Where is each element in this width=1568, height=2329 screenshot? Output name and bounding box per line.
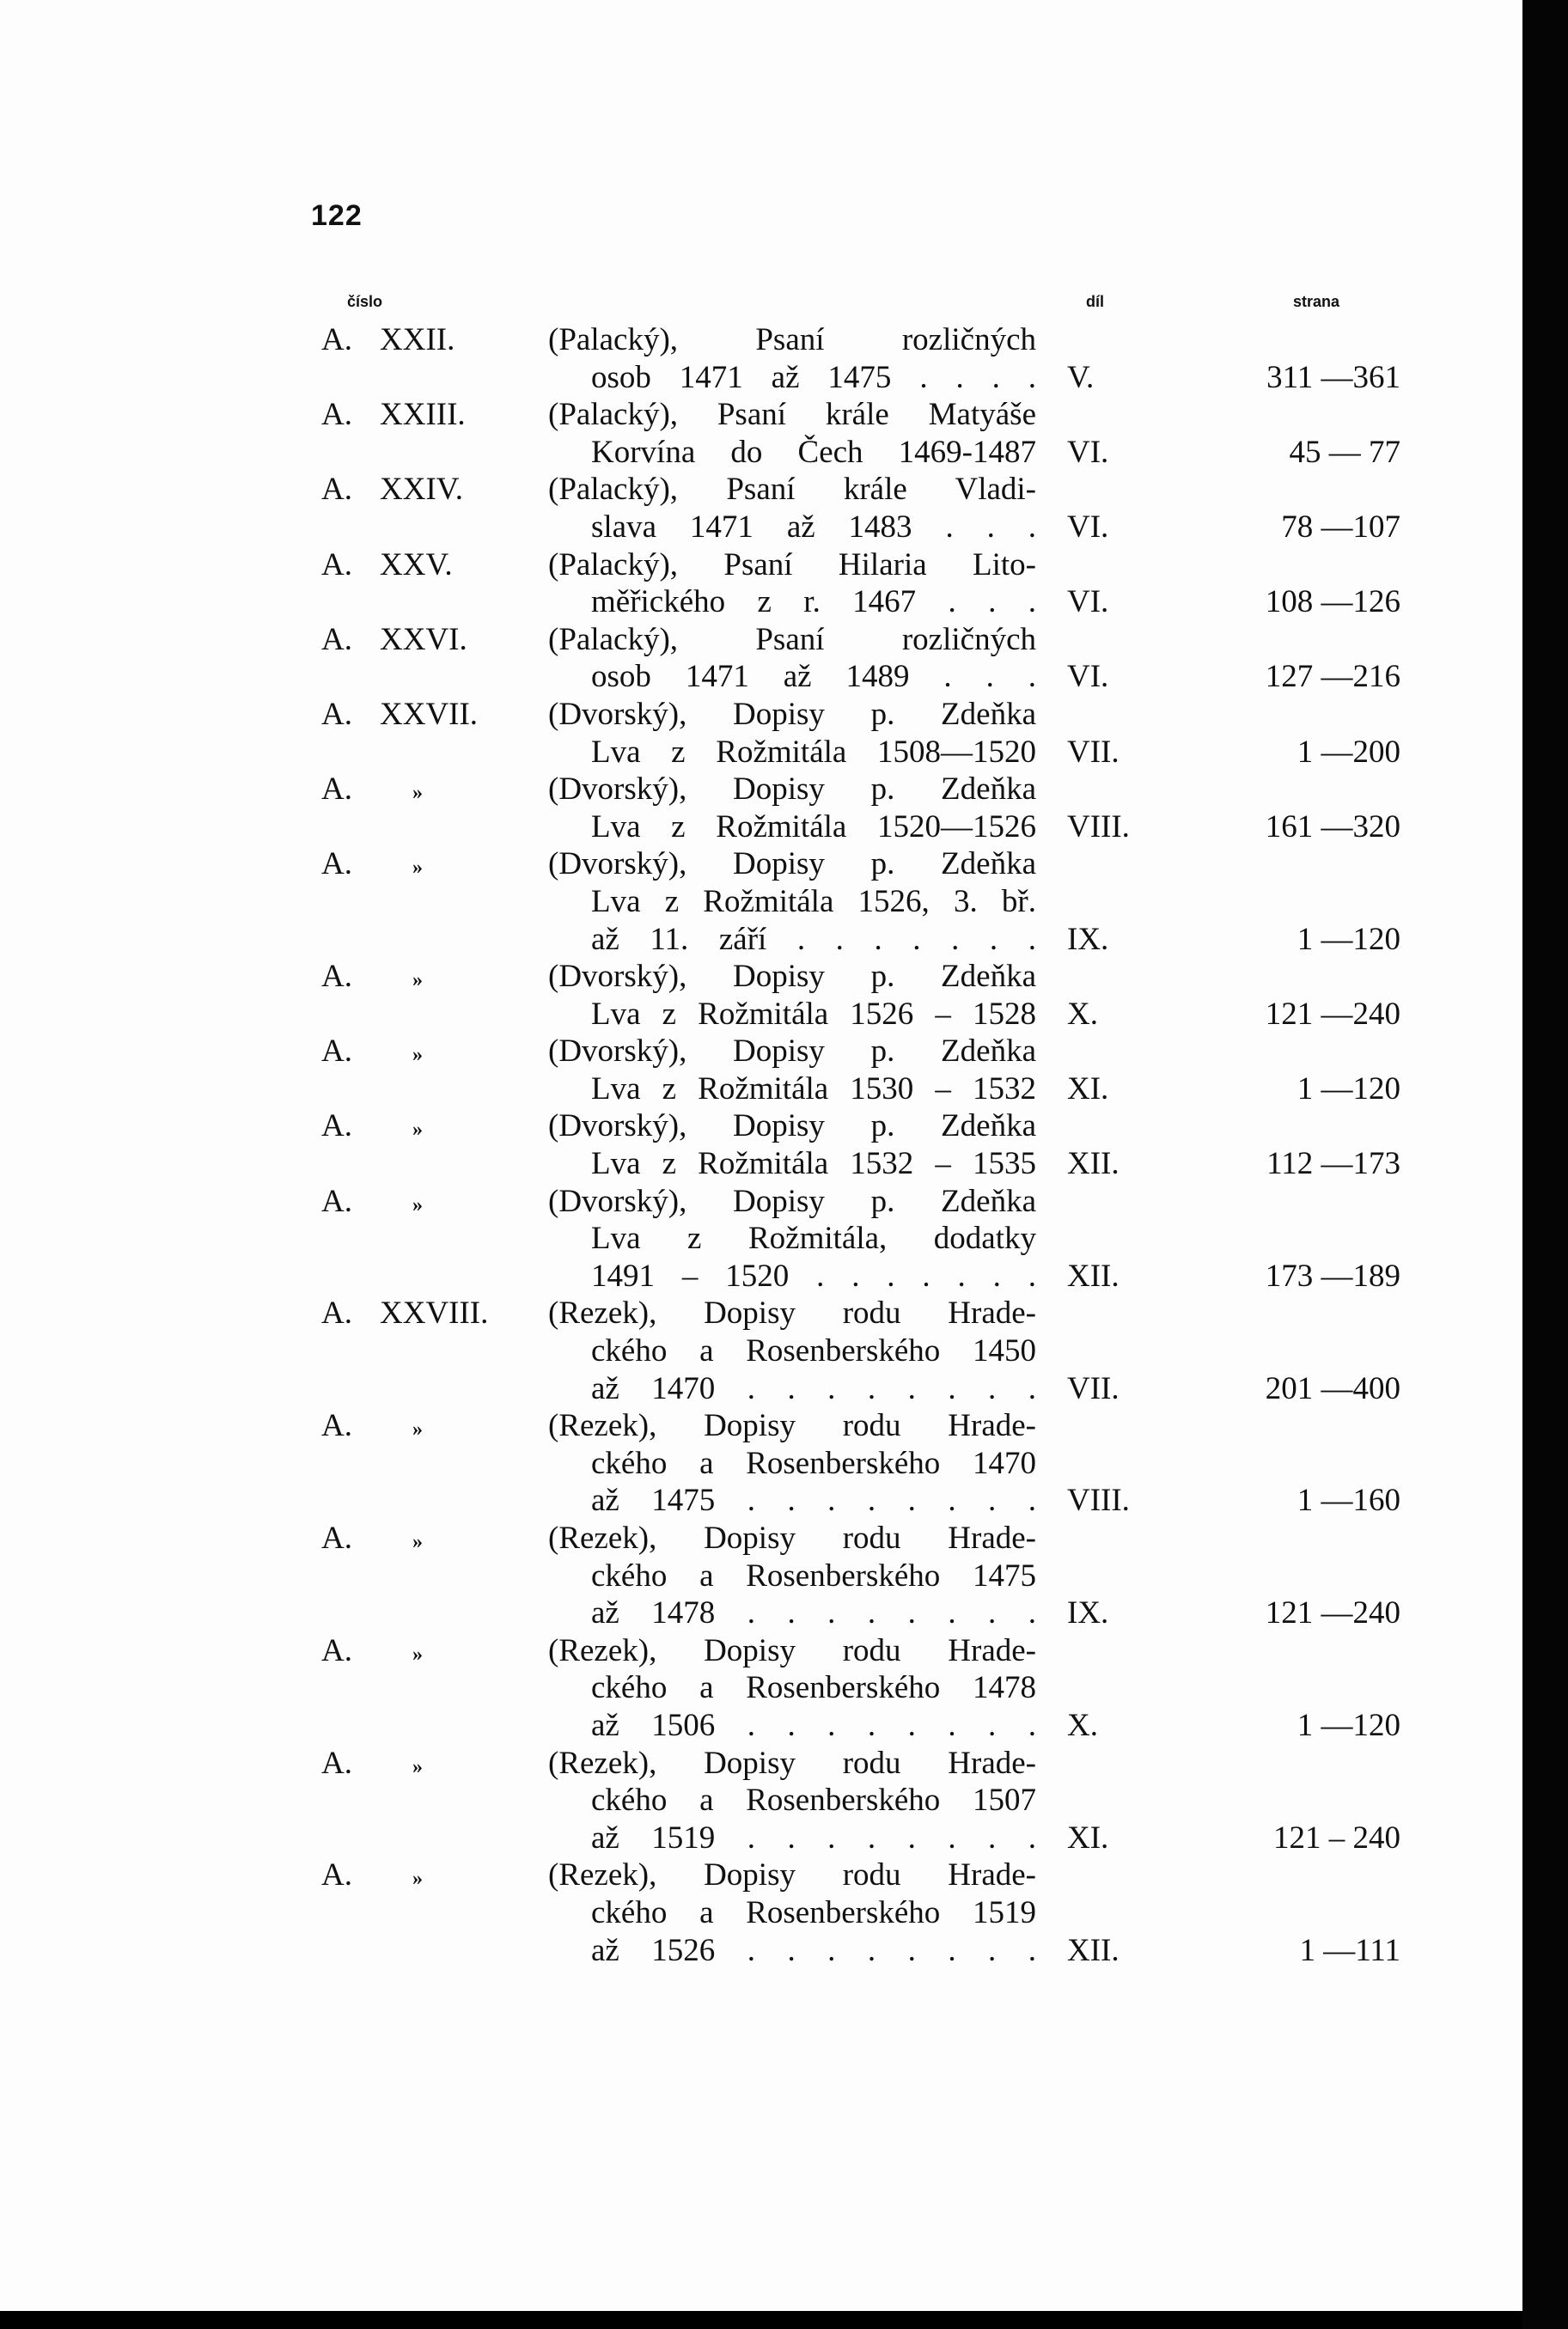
entry-pages: 1 —120 [1296,921,1400,957]
entry-roman-numeral: XXVIII. [380,1296,489,1332]
entry-title: (Palacký), Psaní Hilaria Lito- [548,546,1036,582]
entry-prefix: A. [321,1408,352,1444]
entry-title-continuation: ckého a Rosenberského 1450 [591,1333,1036,1369]
entry-roman-numeral: XXVI. [380,621,467,657]
entry-title: (Rezek), Dopisy rodu Hrade- [548,1521,1036,1556]
entry-volume: VI. [1067,659,1109,695]
entry-pages: 1 —111 [1299,1932,1400,1968]
entry-title-continuation: ckého a Rosenberského 1478 [591,1670,1036,1706]
entry-line [0,1070,1522,1108]
entry-title: (Palacký), Psaní krále Vladi- [548,472,1036,508]
index-entry [0,321,1522,396]
entry-pages: 1 —120 [1296,1707,1400,1743]
entry-line [0,734,1522,771]
entry-roman-numeral: XXIV. [380,472,463,508]
index-table [0,321,1522,1969]
entry-pages: 78 —107 [1281,509,1400,545]
entry-volume: XII. [1067,1258,1120,1294]
entry-title: (Rezek), Dopisy rodu Hrade- [548,1296,1036,1332]
entry-prefix: A. [321,846,352,882]
entry-roman-numeral: XXIII. [380,397,466,433]
entry-code [321,1520,423,1562]
entry-code [321,1183,423,1225]
entry-title: (Dvorský), Dopisy p. Zdeňka [548,1108,1036,1144]
entry-volume: XII. [1067,1146,1120,1182]
entry-title-continuation: až 1526 . . . . . . . . [591,1932,1036,1968]
entry-title-continuation: Korvína do Čech 1469-1487 [591,434,1036,470]
entry-title-continuation: až 1519 . . . . . . . . [591,1820,1036,1856]
ditto-mark: » [412,857,423,880]
entry-code [321,1632,423,1674]
entry-pages: 45 — 77 [1289,434,1400,470]
column-header-strana: strana [1293,293,1340,310]
entry-line [0,1445,1522,1483]
index-entry [0,1295,1522,1407]
entry-volume: IX. [1067,921,1109,957]
entry-title: (Rezek), Dopisy rodu Hrade- [548,1745,1036,1781]
entry-line [0,696,1522,734]
entry-line [0,1332,1522,1370]
entry-pages: 1 —200 [1296,734,1400,770]
ditto-mark: » [412,1119,423,1142]
entry-code [321,396,466,434]
entry-code [321,1107,423,1149]
entry-volume: X. [1067,1707,1098,1743]
entry-line [0,1033,1522,1070]
entry-title: (Palacký), Psaní rozličných [548,322,1036,357]
entry-code [321,546,453,584]
entry-line [0,1932,1522,1970]
entry-line [0,658,1522,696]
entry-title-continuation: osob 1471 až 1475 . . . . [591,359,1036,395]
entry-prefix: A. [321,1296,352,1332]
entry-line [0,546,1522,584]
ditto-mark: » [412,1193,423,1216]
entry-line [0,359,1522,397]
index-entry [0,1856,1522,1969]
entry-code [321,958,423,1000]
entry-title-continuation: ckého a Rosenberského 1507 [591,1783,1036,1819]
ditto-mark: » [412,1643,423,1666]
entry-line [0,845,1522,883]
entry-title: (Dvorský), Dopisy p. Zdeňka [548,959,1036,995]
entry-title: (Dvorský), Dopisy p. Zdeňka [548,771,1036,808]
entry-line [0,1370,1522,1408]
entry-title-continuation: až 1470 . . . . . . . . [591,1370,1036,1406]
entry-line [0,1820,1522,1857]
ditto-mark: » [412,1418,423,1442]
entry-title-continuation: až 1475 . . . . . . . . [591,1483,1036,1519]
index-entry [0,1745,1522,1857]
entry-code [321,771,423,813]
entry-code [321,1295,488,1332]
entry-title-continuation: Lva z Rožmitála 1508—1520 [591,734,1036,770]
ditto-mark: » [412,969,423,992]
entry-volume: V. [1067,359,1095,395]
entry-pages: 161 —320 [1265,808,1400,844]
entry-code [321,321,455,359]
entry-line [0,1669,1522,1707]
entry-title-continuation: Lva z Rožmitála 1530 – 1532 [591,1070,1036,1107]
entry-prefix: A. [321,1745,352,1781]
index-entry [0,1407,1522,1520]
entry-title-continuation: 1491 – 1520 . . . . . . . [591,1258,1036,1294]
index-entry [0,396,1522,471]
entry-line [0,1107,1522,1145]
entry-title-continuation: ckého a Rosenberského 1519 [591,1894,1036,1930]
index-entry [0,1183,1522,1296]
entry-title: (Rezek), Dopisy rodu Hrade- [548,1408,1036,1444]
entry-pages: 173 —189 [1265,1258,1400,1294]
entry-roman-numeral: XXVII. [380,696,479,732]
entry-line [0,1220,1522,1258]
entry-line [0,1856,1522,1894]
entry-pages: 201 —400 [1265,1370,1400,1406]
entry-volume: XI. [1067,1070,1109,1107]
entry-title: (Palacký), Psaní krále Matyáše [548,397,1036,433]
entry-title-continuation: Lva z Rožmitála 1532 – 1535 [591,1146,1036,1182]
entry-title-continuation: až 11. září . . . . . . . [591,921,1036,957]
index-entry [0,696,1522,771]
entry-line [0,471,1522,509]
entry-volume: VII. [1067,1370,1120,1406]
entry-title-continuation: až 1506 . . . . . . . . [591,1707,1036,1743]
index-entry [0,1033,1522,1107]
entry-title: (Dvorský), Dopisy p. Zdeňka [548,1033,1036,1070]
index-entry [0,958,1522,1033]
entry-title: (Rezek), Dopisy rodu Hrade- [548,1857,1036,1893]
ditto-mark: » [412,782,423,805]
entry-prefix: A. [321,1857,352,1893]
entry-prefix: A. [321,696,352,732]
entry-line [0,1482,1522,1520]
entry-title-continuation: Lva z Rožmitála, dodatky [591,1221,1036,1257]
entry-prefix: A. [321,1521,352,1556]
entry-line [0,1145,1522,1183]
entry-line [0,883,1522,921]
index-entry [0,845,1522,958]
entry-prefix: A. [321,322,352,357]
column-header-cislo: číslo [347,293,383,310]
entry-title: (Dvorský), Dopisy p. Zdeňka [548,696,1036,732]
index-entry [0,546,1522,621]
entry-code [321,471,463,509]
entry-line [0,1295,1522,1332]
entry-volume: VI. [1067,584,1109,620]
entry-pages: 121 – 240 [1273,1820,1400,1856]
entry-line [0,583,1522,621]
entry-line [0,1407,1522,1445]
entry-prefix: A. [321,1183,352,1219]
entry-title-continuation: až 1478 . . . . . . . . [591,1595,1036,1631]
entry-roman-numeral: XXV. [380,546,453,582]
index-entry [0,1632,1522,1745]
entry-line [0,1520,1522,1558]
entry-code [321,845,423,887]
index-entry [0,1107,1522,1182]
scan-edge [1522,0,1568,2329]
entry-line [0,621,1522,659]
entry-code [321,1033,423,1075]
entry-line [0,1707,1522,1745]
entry-line [0,434,1522,472]
entry-volume: X. [1067,996,1098,1032]
ditto-mark: » [412,1044,423,1067]
entry-title-continuation: Lva z Rožmitála 1526 – 1528 [591,996,1036,1032]
index-entry [0,1520,1522,1632]
entry-pages: 127 —216 [1265,659,1400,695]
entry-volume: VIII. [1067,1483,1130,1519]
entry-line [0,771,1522,808]
entry-line [0,1183,1522,1221]
ditto-mark: » [412,1868,423,1891]
page-number: 122 [311,199,363,232]
entry-line [0,996,1522,1033]
entry-prefix: A. [321,1033,352,1070]
entry-prefix: A. [321,1632,352,1668]
entry-prefix: A. [321,472,352,508]
entry-line [0,921,1522,959]
entry-line [0,958,1522,996]
entry-code [321,621,467,659]
entry-line [0,1558,1522,1595]
entry-volume: VII. [1067,734,1120,770]
entry-title: (Palacký), Psaní rozličných [548,621,1036,657]
entry-title-continuation: slava 1471 až 1483 . . . [591,509,1036,545]
entry-title-continuation: Lva z Rožmitála 1520—1526 [591,808,1036,844]
ditto-mark: » [412,1531,423,1553]
entry-volume: IX. [1067,1595,1109,1631]
index-entry [0,621,1522,696]
entry-prefix: A. [321,771,352,808]
entry-title: (Dvorský), Dopisy p. Zdeňka [548,1183,1036,1219]
entry-pages: 1 —120 [1296,1070,1400,1107]
index-entry [0,771,1522,845]
entry-volume: VIII. [1067,808,1130,844]
entry-line [0,1258,1522,1296]
entry-title-continuation: osob 1471 až 1489 . . . [591,659,1036,695]
ditto-mark: » [412,1755,423,1778]
entry-prefix: A. [321,621,352,657]
entry-pages: 121 —240 [1265,996,1400,1032]
entry-code [321,1407,423,1449]
entry-prefix: A. [321,546,352,582]
entry-title-continuation: Lva z Rožmitála 1526, 3. bř. [591,883,1036,919]
entry-pages: 1 —160 [1296,1483,1400,1519]
entry-line [0,396,1522,434]
entry-prefix: A. [321,959,352,995]
entry-code [321,1745,423,1787]
entry-title: (Rezek), Dopisy rodu Hrade- [548,1632,1036,1668]
entry-prefix: A. [321,1108,352,1144]
entry-code [321,696,478,734]
entry-volume: XI. [1067,1820,1109,1856]
entry-pages: 311 —361 [1266,359,1400,395]
entry-line [0,808,1522,846]
entry-title-continuation: ckého a Rosenberského 1475 [591,1558,1036,1594]
entry-line [0,509,1522,546]
entry-title: (Dvorský), Dopisy p. Zdeňka [548,846,1036,882]
entry-title-continuation: ckého a Rosenberského 1470 [591,1445,1036,1481]
entry-line [0,1894,1522,1932]
entry-roman-numeral: XXII. [380,322,455,357]
entry-line [0,1782,1522,1820]
entry-prefix: A. [321,397,352,433]
entry-volume: XII. [1067,1932,1120,1968]
entry-pages: 108 —126 [1265,584,1400,620]
index-entry [0,471,1522,546]
entry-code [321,1856,423,1899]
entry-line [0,321,1522,359]
entry-volume: VI. [1067,509,1109,545]
entry-line [0,1594,1522,1632]
entry-volume: VI. [1067,434,1109,470]
column-header-dil: díl [1086,293,1104,310]
entry-pages: 121 —240 [1265,1595,1400,1631]
entry-title-continuation: měřického z r. 1467 . . . [591,584,1036,620]
entry-line [0,1632,1522,1670]
entry-line [0,1745,1522,1783]
entry-pages: 112 —173 [1266,1146,1400,1182]
